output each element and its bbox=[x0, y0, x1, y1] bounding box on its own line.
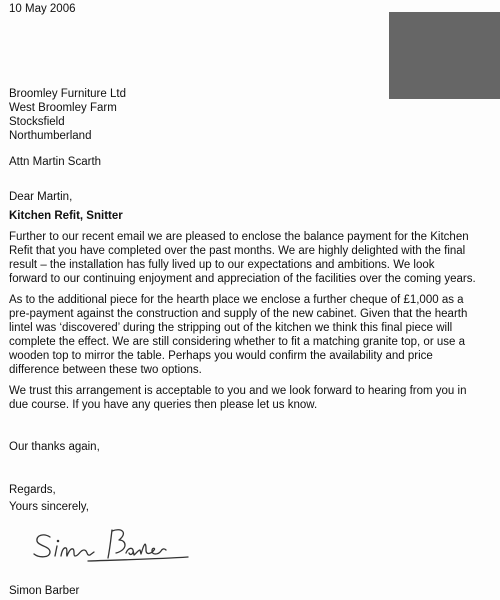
address-line: West Broomley Farm bbox=[9, 102, 117, 114]
paragraph-line: lintel was ‘discovered’ during the stripping out of the kitchen we think this final piece will bbox=[9, 322, 453, 334]
paragraph-line: complete the effect. We are still considering whether to fit a matching granite top, or use a bbox=[9, 336, 465, 348]
salutation: Dear Martin, bbox=[9, 191, 73, 203]
paragraph-line: result – the installation has fully lived up to our expectations and ambitions. We look bbox=[9, 259, 435, 271]
paragraph-line: We trust this arrangement is acceptable to you and we look forward to hearing from you in bbox=[9, 385, 467, 397]
recipient-address bbox=[9, 87, 126, 143]
signatory-name: Simon Barber bbox=[9, 585, 80, 597]
letter-date: 10 May 2006 bbox=[9, 3, 76, 15]
paragraph-line: forward to our continuing enjoyment and appreciation of the facilities over the coming years. bbox=[9, 273, 476, 285]
attention-line: Attn Martin Scarth bbox=[9, 156, 102, 168]
paragraph-line: As to the additional piece for the hearth place we enclose a further cheque of £1,000 as a bbox=[9, 294, 464, 306]
sign-off: Yours sincerely, bbox=[9, 501, 89, 513]
address-line: Broomley Furniture Ltd bbox=[9, 88, 126, 100]
regards: Regards, bbox=[9, 484, 56, 496]
address-line: Stocksfield bbox=[9, 116, 65, 128]
paragraph-2 bbox=[9, 293, 493, 377]
paragraph-line: difference between these two options. bbox=[9, 364, 202, 376]
paragraph-1 bbox=[9, 230, 493, 286]
subject-line: Kitchen Refit, Snitter bbox=[9, 210, 123, 222]
paragraph-line: due course. If you have any queries then please let us know. bbox=[9, 399, 318, 411]
address-line: Northumberland bbox=[9, 130, 92, 142]
paragraph-line: Further to our recent email we are pleased to enclose the balance payment for the Kitchen bbox=[9, 231, 469, 243]
paragraph-3 bbox=[9, 384, 493, 412]
paragraph-line: Refit that you have completed over the past months. We are highly delighted with the final bbox=[9, 245, 466, 257]
closing-thanks: Our thanks again, bbox=[9, 441, 100, 453]
redacted-block bbox=[389, 12, 500, 99]
paragraph-line: wooden top to mirror the table. Perhaps you would confirm the availability and price bbox=[9, 350, 433, 362]
handwritten-signature bbox=[28, 520, 198, 565]
paragraph-line: pre-payment against the construction and supply of the new cabinet. Given that the hearth bbox=[9, 308, 468, 320]
